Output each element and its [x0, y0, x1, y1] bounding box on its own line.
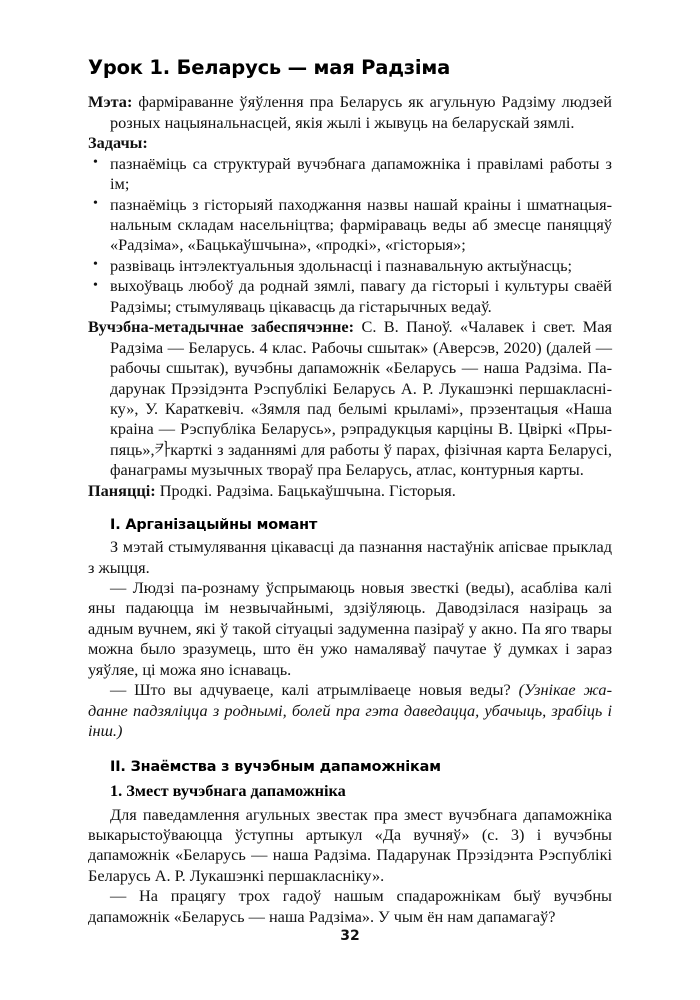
list-item-text: пазнаёміць са структурай вучэбнага дапаможніка і правіламі работы з ім;	[110, 153, 612, 194]
list-item-text: выхоўваць любоў да роднай зямлі, павагу да гісторыі і культуры сваёй Радзімы; стымуляваць цікавасць да гістарычных ведаў.	[110, 276, 612, 316]
page-content	[88, 0, 612, 1000]
tasks-list	[88, 154, 612, 318]
section1-paragraph-3	[88, 680, 612, 741]
section2-paragraph-2: — На працягу трох гадоў нашым спадарожнікам быў вучэбны дапаможнік «Беларусь — наша Радзіма». У чым ён нам дапамагаў?	[88, 886, 612, 926]
bullet-icon: •	[93, 277, 98, 293]
list-item-text: развіваць інтэлектуальныя здольнасці і пазнавальную актыўнасць;	[110, 255, 573, 275]
section1-paragraph-2: — Людзі па-рознаму ўспрымаюць новыя звесткі (веды), асабліва калі яны падаюцца ім незвычайнымі, здзіўляюць. Даводзілася назіраць за адным вучнем, які ў такой сітуацыі задуменна пазіраў у акно. Па яго твары можна было зразумець, што ён ужо намаляваў пачутае ў думках і зараз уяўляе, ці можа яно існаваць.	[88, 578, 612, 679]
goal-paragraph	[88, 92, 612, 133]
section-heading-organizational: I. Арганізацыйны момант	[110, 517, 318, 534]
tasks-label: Задачы:	[88, 133, 148, 153]
goal-text: фарміраванне ўяўлення пра Беларусь як агульную Радзіму людзей розных нацыянальнасцей, якія жылі і жывуць на беларускай зямлі.	[110, 92, 612, 132]
notions-paragraph	[88, 481, 612, 501]
goal-label: Мэта:	[88, 92, 133, 112]
tasks-label-paragraph	[88, 133, 612, 153]
notions-text: Продкі. Радзіма. Бацькаўшчына. Гісторыя.	[155, 480, 456, 500]
notions-label: Паняцці:	[88, 480, 156, 500]
section1-paragraph-3-italic: (Узнікае жаданне падзяліцца з роднымі, болей пра гэта даведацца, убачыць, зрабіць і інш.)	[88, 680, 612, 741]
bullet-icon: •	[93, 196, 98, 212]
section1-paragraph-3-plain: — Што вы адчуваеце, калі атрымліваеце новыя веды?	[110, 680, 519, 700]
list-item	[88, 276, 612, 317]
section1-paragraph-1: З мэтай стымулявання цікавасці да пазнання настаўнік апісвае прыклад з жыцця.	[88, 537, 612, 577]
subsection-heading-contents: 1. Змест вучэбнага дапаможніка	[110, 780, 346, 800]
section2-paragraph-1: Для паведамлення агульных звестак пра змест вучэбнага дапаможніка выкарыстоўваюцца ўступны артыкул «Да вучняў» (с. 3) і вучэбны дапаможнік «Беларусь — наша Радзіма. Падарунак Прэзідэнта Рэспублікі Беларусь А. Р. Лукашэнкі першакласніку».	[88, 804, 612, 885]
method-support-label: Вучэбна-метадычнае забеспячэнне:	[88, 317, 355, 337]
list-item-text: пазнаёміць з гісторыяй паходжання назвы нашай краіны і шматнацыянальным складам насельніцтва; фарміраваць веды аб змесце паняццяў «Радзіма», «Бацькаўшчына», «продкі», «гісторыя»;	[110, 194, 612, 255]
list-item	[88, 154, 612, 195]
bullet-icon: •	[93, 155, 98, 171]
section-heading-acquaintance: II. Знаёмства з вучэбным дапаможнікам	[110, 758, 441, 775]
page-number: 32	[340, 928, 360, 944]
method-support-paragraph	[88, 317, 612, 481]
method-support-text: С. В. Паноў. «Чалавек і свет. Мая Радзіма — Беларусь. 4 клас. Рабочы сшытак» (Аверсэв, 2020) (далей — рабочы сшытак), вучэбны дапаможнік «Беларусь — наша Радзіма. Падарунак Прэзідэнта Рэспублікі Беларусь А. Р. Лукашэнкі першакласніку», У. Караткевіч. «Зямля пад белымі крыламі», прэзентацыя «Наша краіна — Рэспубліка Беларусь», рэпрадукцыя карціны В. Цвіркі «Прыпяць»,카карткі з заданнямі для работы ў парах, фізічная карта Беларусі, фанаграмы музычных твораў пра Беларусь, атлас, контурныя карты.	[110, 317, 612, 480]
list-item	[88, 256, 612, 276]
bullet-icon: •	[93, 257, 98, 273]
page-title: Урок 1. Беларусь — мая Радзіма	[88, 56, 451, 79]
list-item	[88, 195, 612, 256]
